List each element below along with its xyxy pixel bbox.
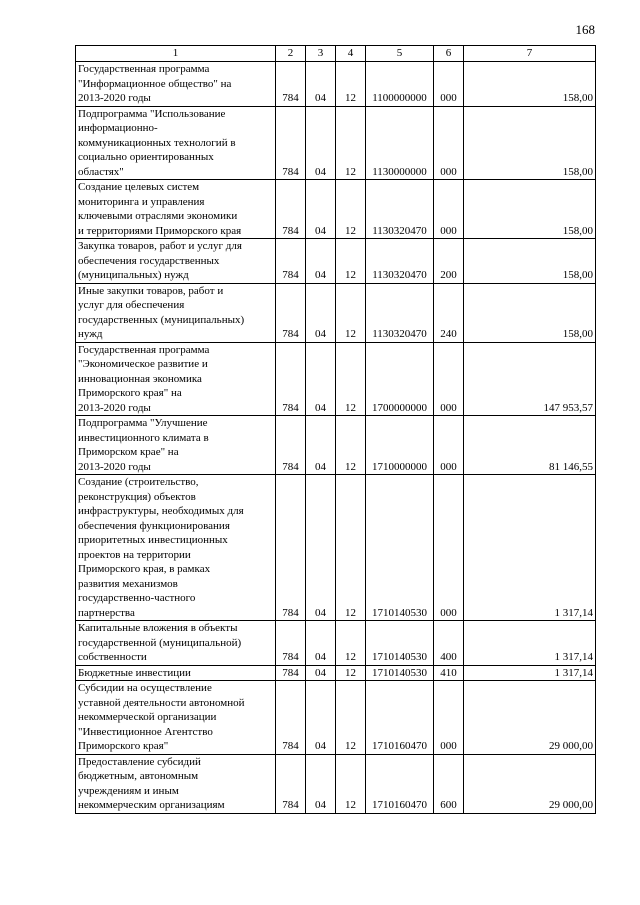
table-row xyxy=(76,754,596,813)
header-col-5: 5 xyxy=(366,46,434,62)
row-ministry-code: 784 xyxy=(276,621,306,666)
row-section-code: 04 xyxy=(306,239,336,284)
row-subsection-code: 12 xyxy=(336,283,366,342)
row-name: Создание целевых систем мониторинга и управления ключевыми отраслями экономики и территориями Приморского края xyxy=(76,180,276,239)
row-expense-type: 000 xyxy=(434,681,464,755)
row-expense-type: 240 xyxy=(434,283,464,342)
row-ministry-code: 784 xyxy=(276,62,306,107)
row-name: Подпрограмма "Использование информационно- коммуникационных технологий в социально ориентированных областях" xyxy=(76,106,276,180)
row-section-code: 04 xyxy=(306,106,336,180)
row-name: Создание (строительство, реконструкция) объектов инфраструктуры, необходимых для обеспечения функционирования приоритетных инвестиционных проектов на территории Приморского края, в рамках развития механизмов государственно-частного партнерства xyxy=(76,475,276,621)
row-expense-type: 000 xyxy=(434,180,464,239)
row-name: Подпрограмма "Улучшение инвестиционного климата в Приморском крае" на 2013-2020 годы xyxy=(76,416,276,475)
table-row xyxy=(76,62,596,107)
table-row xyxy=(76,681,596,755)
row-ministry-code: 784 xyxy=(276,239,306,284)
table-row xyxy=(76,665,596,681)
row-amount: 29 000,00 xyxy=(464,754,596,813)
row-expense-type: 600 xyxy=(434,754,464,813)
row-expense-type: 000 xyxy=(434,416,464,475)
row-expense-type: 000 xyxy=(434,342,464,416)
row-subsection-code: 12 xyxy=(336,665,366,681)
row-target-article: 1710160470 xyxy=(366,754,434,813)
row-name: Субсидии на осуществление уставной деятельности автономной некоммерческой организации "Инвестиционное Агентство Приморского края" xyxy=(76,681,276,755)
row-subsection-code: 12 xyxy=(336,621,366,666)
row-section-code: 04 xyxy=(306,416,336,475)
row-name: Предоставление субсидий бюджетным, автономным учреждениям и иным некоммерческим организациям xyxy=(76,754,276,813)
row-ministry-code: 784 xyxy=(276,665,306,681)
row-target-article: 1130000000 xyxy=(366,106,434,180)
row-target-article: 1130320470 xyxy=(366,283,434,342)
row-ministry-code: 784 xyxy=(276,416,306,475)
table-row xyxy=(76,239,596,284)
row-expense-type: 000 xyxy=(434,62,464,107)
row-ministry-code: 784 xyxy=(276,342,306,416)
row-amount: 147 953,57 xyxy=(464,342,596,416)
row-amount: 1 317,14 xyxy=(464,475,596,621)
row-expense-type: 400 xyxy=(434,621,464,666)
row-amount: 158,00 xyxy=(464,239,596,284)
page-number: 168 xyxy=(575,22,595,37)
row-name: Государственная программа "Информационное общество" на 2013-2020 годы xyxy=(76,62,276,107)
row-subsection-code: 12 xyxy=(336,239,366,284)
table-row xyxy=(76,621,596,666)
row-ministry-code: 784 xyxy=(276,681,306,755)
row-name: Государственная программа "Экономическое развитие и инновационная экономика Приморского края" на 2013-2020 годы xyxy=(76,342,276,416)
row-amount: 1 317,14 xyxy=(464,621,596,666)
row-amount: 158,00 xyxy=(464,62,596,107)
row-ministry-code: 784 xyxy=(276,754,306,813)
row-section-code: 04 xyxy=(306,681,336,755)
row-subsection-code: 12 xyxy=(336,681,366,755)
row-subsection-code: 12 xyxy=(336,475,366,621)
row-expense-type: 000 xyxy=(434,475,464,621)
table-body xyxy=(76,62,596,814)
row-ministry-code: 784 xyxy=(276,475,306,621)
row-amount: 29 000,00 xyxy=(464,681,596,755)
header-col-3: 3 xyxy=(306,46,336,62)
row-ministry-code: 784 xyxy=(276,180,306,239)
row-name: Бюджетные инвестиции xyxy=(76,665,276,681)
row-amount: 81 146,55 xyxy=(464,416,596,475)
row-target-article: 1710000000 xyxy=(366,416,434,475)
header-col-7: 7 xyxy=(464,46,596,62)
row-target-article: 1130320470 xyxy=(366,180,434,239)
row-amount: 158,00 xyxy=(464,180,596,239)
row-section-code: 04 xyxy=(306,621,336,666)
row-section-code: 04 xyxy=(306,475,336,621)
row-amount: 158,00 xyxy=(464,106,596,180)
table-row xyxy=(76,475,596,621)
row-subsection-code: 12 xyxy=(336,754,366,813)
table-row xyxy=(76,180,596,239)
row-target-article: 1700000000 xyxy=(366,342,434,416)
row-ministry-code: 784 xyxy=(276,283,306,342)
row-name: Закупка товаров, работ и услуг для обеспечения государственных (муниципальных) нужд xyxy=(76,239,276,284)
row-target-article: 1100000000 xyxy=(366,62,434,107)
row-section-code: 04 xyxy=(306,754,336,813)
row-expense-type: 200 xyxy=(434,239,464,284)
table-row xyxy=(76,106,596,180)
row-subsection-code: 12 xyxy=(336,416,366,475)
header-col-6: 6 xyxy=(434,46,464,62)
row-subsection-code: 12 xyxy=(336,180,366,239)
row-amount: 1 317,14 xyxy=(464,665,596,681)
row-expense-type: 410 xyxy=(434,665,464,681)
row-target-article: 1710140530 xyxy=(366,665,434,681)
row-ministry-code: 784 xyxy=(276,106,306,180)
row-section-code: 04 xyxy=(306,665,336,681)
row-section-code: 04 xyxy=(306,62,336,107)
row-target-article: 1710160470 xyxy=(366,681,434,755)
row-subsection-code: 12 xyxy=(336,106,366,180)
header-row xyxy=(76,46,596,62)
budget-table xyxy=(75,45,596,814)
table-row xyxy=(76,416,596,475)
row-target-article: 1710140530 xyxy=(366,621,434,666)
row-section-code: 04 xyxy=(306,180,336,239)
header-col-2: 2 xyxy=(276,46,306,62)
row-subsection-code: 12 xyxy=(336,62,366,107)
row-target-article: 1130320470 xyxy=(366,239,434,284)
row-amount: 158,00 xyxy=(464,283,596,342)
header-col-1: 1 xyxy=(76,46,276,62)
row-name: Капитальные вложения в объекты государственной (муниципальной) собственности xyxy=(76,621,276,666)
row-section-code: 04 xyxy=(306,342,336,416)
row-expense-type: 000 xyxy=(434,106,464,180)
table-header xyxy=(76,46,596,62)
table-row xyxy=(76,342,596,416)
table-row xyxy=(76,283,596,342)
row-name: Иные закупки товаров, работ и услуг для обеспечения государственных (муниципальных) нужд xyxy=(76,283,276,342)
row-subsection-code: 12 xyxy=(336,342,366,416)
row-section-code: 04 xyxy=(306,283,336,342)
header-col-4: 4 xyxy=(336,46,366,62)
row-target-article: 1710140530 xyxy=(366,475,434,621)
